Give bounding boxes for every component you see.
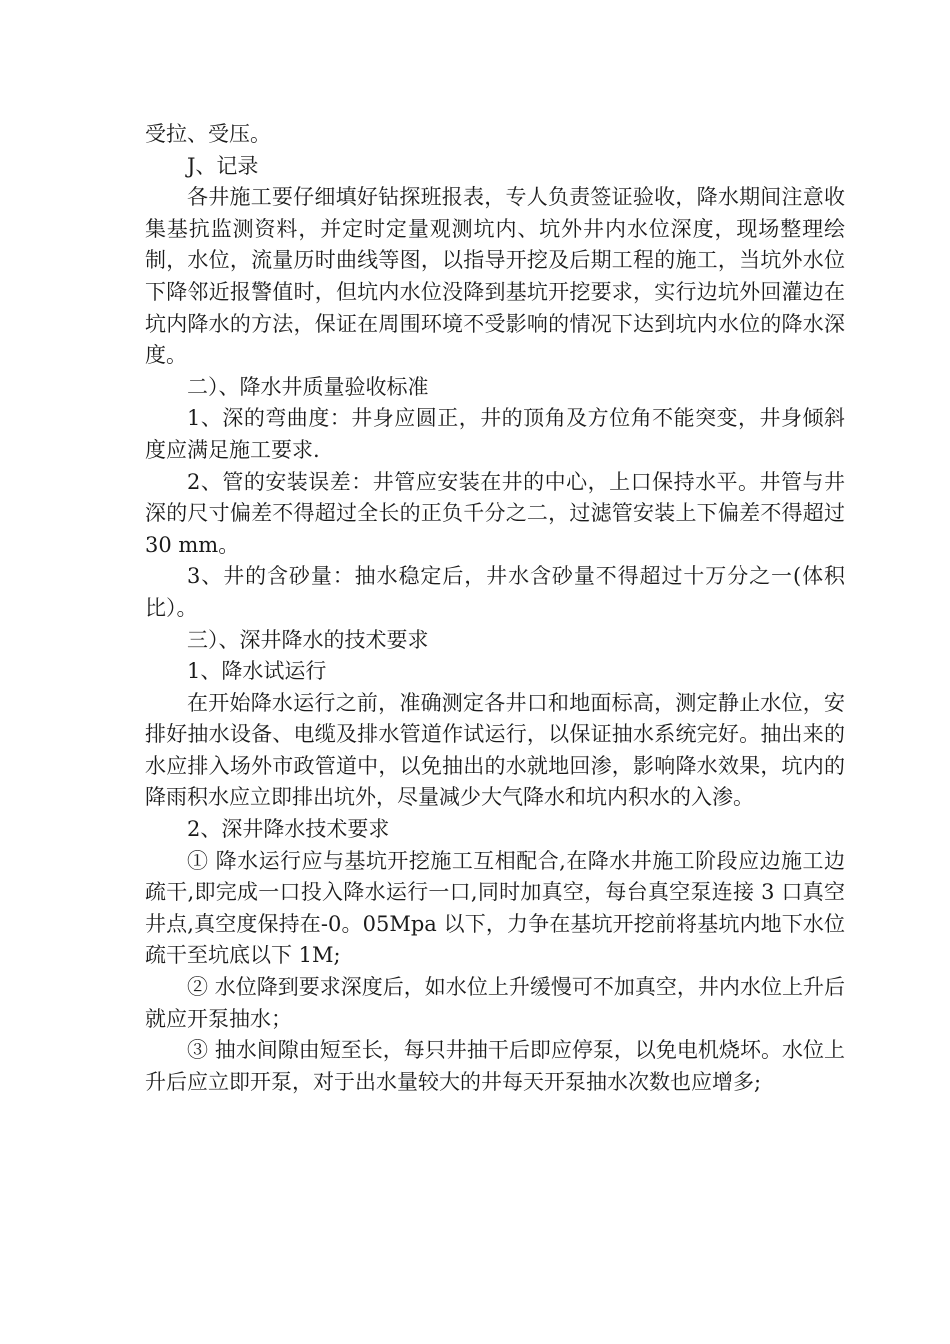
list-item: 2、管的安装误差：井管应安装在井的中心，上口保持水平。井管与井深的尺寸偏差不得超过全长的正负千分之二，过滤管安装上下偏差不得超过 30 mm。	[145, 469, 845, 557]
paragraph: 受拉、受压。	[145, 122, 271, 146]
section-heading-record: J、记录	[187, 153, 259, 178]
paragraph: 各井施工要仔细填好钻探班报表，专人负责签证验收，降水期间注意收集基抗监测资料，并定时定量观测坑内、坑外井内水位深度，现场整理绘制，水位，流量历时曲线等图，以指导开挖及后期工程的施工，当坑外水位下降邻近报警值时，但坑内水位没降到基坑开挖要求，实行边坑外回灌边在坑内降水的方法，保证在周围环境不受影响的情况下达到坑内水位的降水深度。	[145, 185, 845, 368]
section-heading-acceptance-standard: 二）、降水井质量验收标准	[187, 374, 429, 399]
list-item: 1、深的弯曲度：井身应圆正，井的顶角及方位角不能突变，井身倾斜度应满足施工要求.	[145, 406, 845, 462]
list-item: 3、井的含砂量：抽水稳定后，井水含砂量不得超过十万分之一(体积比）。	[145, 564, 845, 620]
paragraph: 在开始降水运行之前，准确测定各井口和地面标高，测定静止水位，安排好抽水设备、电缆及排水管道作试运行，以保证抽水系统完好。抽出来的水应排入场外市政管道中，以免抽出的水就地回渗，影响降水效果，坑内的降雨积水应立即排出坑外，尽量减少大气降水和坑内积水的入渗。	[145, 690, 845, 810]
list-item: ① 降水运行应与基坑开挖施工互相配合,在降水井施工阶段应边施工边疏干,即完成一口投入降水运行一口,同时加真空，每台真空泵连接 3 口真空井点,真空度保持在-0。05Mpa 以下，力争在基坑开挖前将基坑内地下水位疏干至坑底以下 1M;	[145, 848, 845, 968]
subsection-heading-dewatering-requirements: 2、深井降水技术要求	[187, 817, 390, 842]
list-item: ③ 抽水间隙由短至长，每只井抽干后即应停泵，以免电机烧坏。水位上升后应立即开泵，对于出水量较大的井每天开泵抽水次数也应增多;	[145, 1038, 845, 1094]
section-heading-technical-requirements: 三）、深井降水的技术要求	[187, 627, 429, 652]
document-body	[145, 119, 845, 1098]
list-item: ② 水位降到要求深度后，如水位上升缓慢可不加真空，井内水位上升后就应开泵抽水；	[145, 975, 845, 1031]
subsection-heading-trial-run: 1、降水试运行	[187, 659, 327, 684]
